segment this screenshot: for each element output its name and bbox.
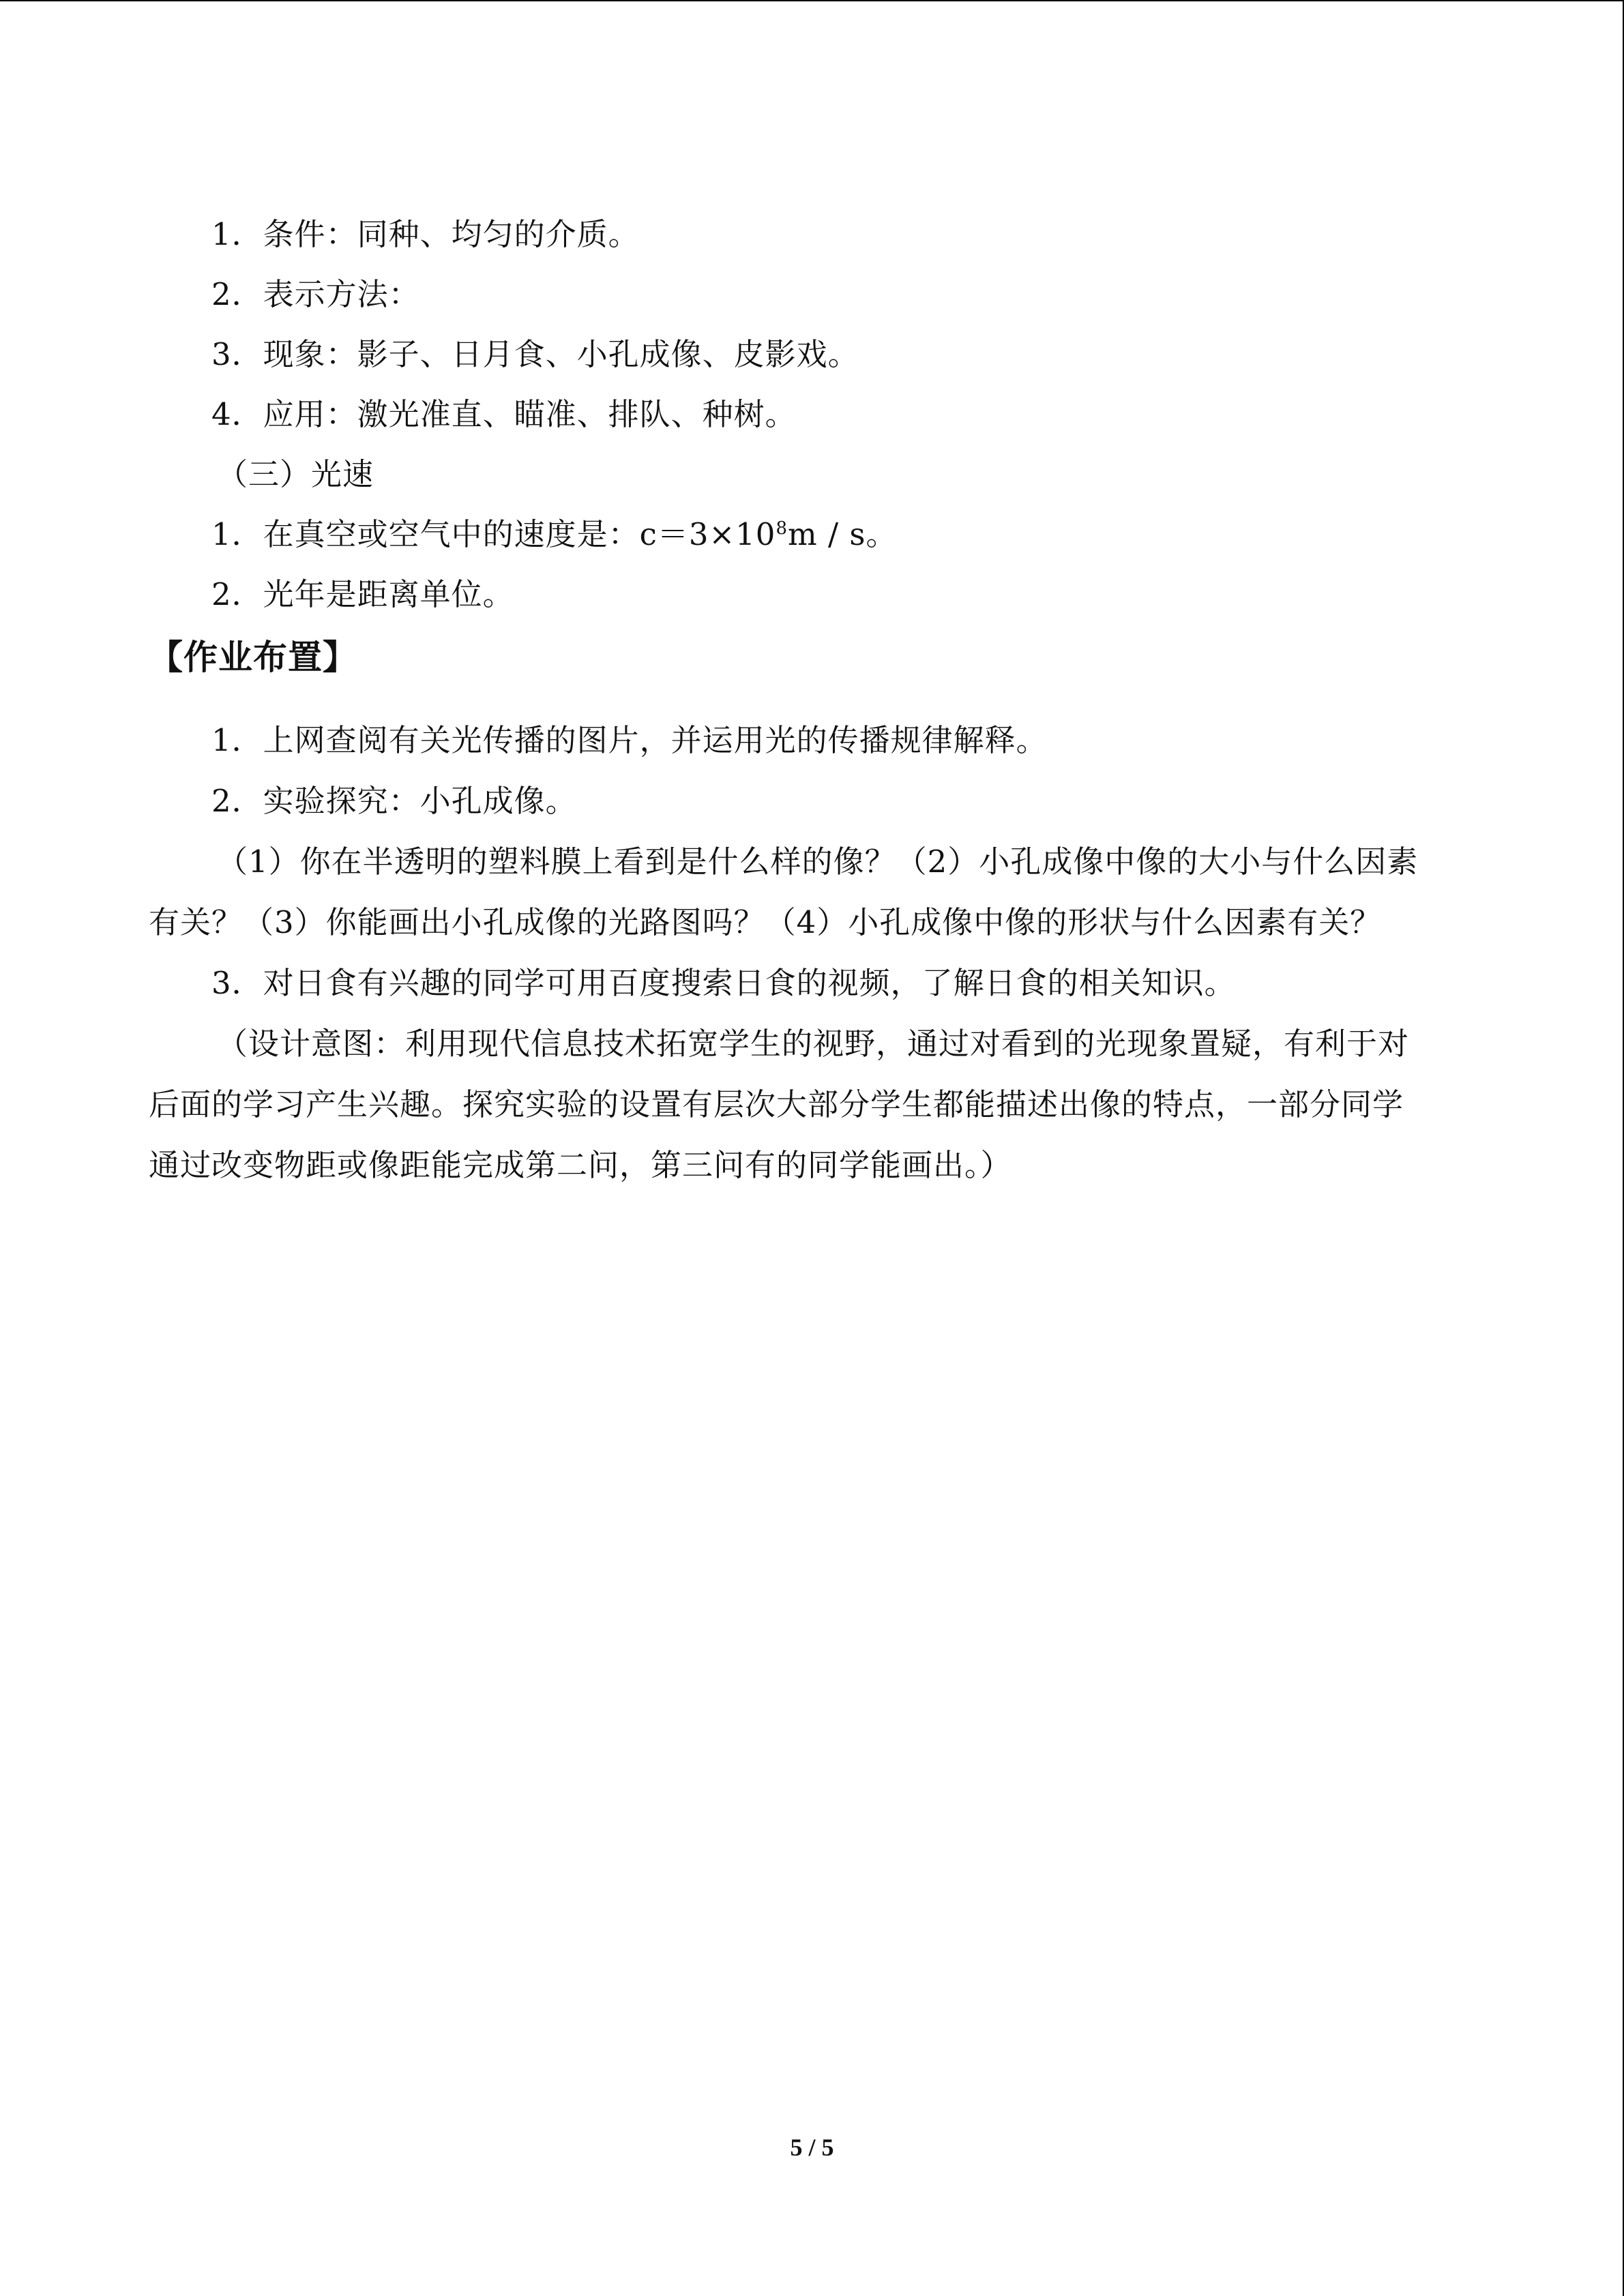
- homework-item: 1．上网查阅有关光传播的图片，并运用光的传播规律解释。: [211, 722, 1048, 758]
- speed-text-suffix: m / s。: [787, 516, 898, 552]
- section-title: （三）光速: [217, 456, 374, 492]
- page-number: 5 / 5: [790, 2134, 834, 2161]
- design-intent: （设计意图：利用现代信息技术拓宽学生的视野，通过对看到的光现象置疑，有利于对: [217, 1026, 1410, 1062]
- speed-of-light-line: [149, 514, 898, 555]
- speed-text-prefix: 1．在真空或空气中的速度是：c＝3×10: [211, 516, 776, 552]
- homework-questions: （1）你在半透明的塑料膜上看到是什么样的像？（2）小孔成像中像的大小与什么因素: [217, 844, 1419, 880]
- list-item: 4．应用：激光准直、瞄准、排队、种树。: [211, 396, 797, 432]
- homework-item: 2．实验探究：小孔成像。: [211, 783, 577, 819]
- design-intent: 后面的学习产生兴趣。探究实验的设置有层次大部分学生都能描述出像的特点，一部分同学: [149, 1086, 1404, 1122]
- design-intent: 通过改变物距或像距能完成第二问，第三问有的同学能画出。）: [149, 1147, 1012, 1183]
- list-item: 2．光年是距离单位。: [211, 576, 514, 612]
- speed-exponent: 8: [776, 518, 788, 539]
- list-item: 1．条件：同种、均匀的介质。: [211, 216, 640, 252]
- homework-questions: 有关？（3）你能画出小孔成像的光路图吗？（4）小孔成像中像的形状与什么因素有关？: [149, 904, 1382, 940]
- homework-item: 3．对日食有兴趣的同学可用百度搜索日食的视频，了解日食的相关知识。: [211, 965, 1236, 1001]
- homework-heading: 【作业布置】: [149, 638, 357, 677]
- list-item: 2．表示方法：: [211, 276, 420, 312]
- list-item: 3．现象：影子、日月食、小孔成像、皮影戏。: [211, 336, 859, 372]
